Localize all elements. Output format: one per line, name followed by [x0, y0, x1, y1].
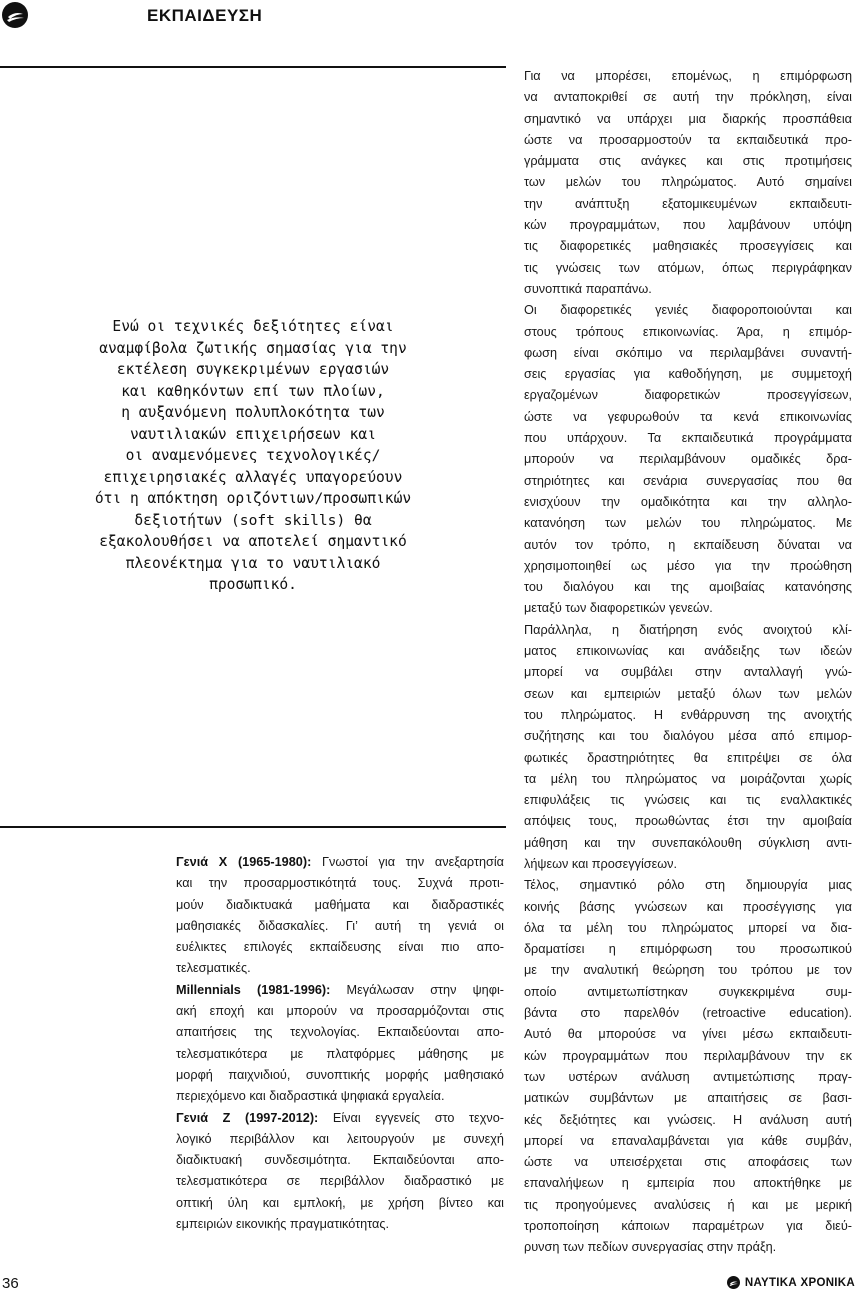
text-line: τις προηγούμενες αναλύσεις ή και με μερική	[524, 1197, 852, 1212]
pullquote-bottom-rule	[0, 826, 506, 828]
text-line: περιεχόμενο και διαδραστικά ψηφιακά εργαλεία.	[176, 1089, 445, 1104]
text-line: διαδικτυακή συνδεσιμότητα. Εκπαιδεύονται απο-	[176, 1153, 504, 1168]
article-body-column	[524, 66, 852, 1259]
text-line: να ανταποκριθεί σε αυτή την πρόκληση, είναι	[524, 90, 852, 105]
text-line: Παράλληλα, η διατήρηση ενός ανοιχτού κλί-	[524, 622, 852, 637]
pullquote-line: ναυτιλιακών επιχειρήσεων και	[129, 425, 376, 443]
text-line: λήψεων και προσεγγίσεων.	[524, 856, 678, 871]
text-line: ρυνση των πεδίων συνεργασίας στην πράξη.	[524, 1240, 777, 1255]
text-line: σεων και εμπειριών μεταξύ όλων των μελών	[524, 686, 852, 701]
text-line: κοινής βάσης γνώσεων και προσέγγισης για	[524, 899, 852, 914]
text-line: χρησιμοποιηθεί ως μέσο για την προώθηση	[524, 558, 852, 573]
text-line: μαθησιακές διδασκαλίες. Γι’ αυτή τη γενιά οι	[176, 918, 504, 933]
text-line: φωση είναι σκόπιμο να περιλαμβάνει συναντή-	[524, 345, 852, 360]
pullquote-line: η αυξανόμενη πολυπλοκότητα των	[121, 404, 385, 421]
genz-label: Γενιά Ζ (1997-2012):	[176, 1110, 319, 1125]
text-line: απόψεις τους, προωθώντας έτσι την αμοιβαία	[524, 814, 852, 829]
text-line: που υπάρχουν. Τα εκπαιδευτικά προγράμματα	[524, 431, 852, 446]
text-line: μάθηση και την συνεπακόλουθη σύγκλιση αντι-	[524, 835, 852, 850]
pullquote-line: προσωπικό.	[209, 576, 297, 593]
text-line: ενισχύουν την ομαδικότητα και την αλληλο-	[524, 494, 852, 509]
pullquote-line: οι αναμενόμενες τεχνολογικές/	[125, 447, 381, 464]
text-line: ώστε να γεφυρωθούν τα κενά επικοινωνίας	[524, 409, 852, 424]
pullquote	[0, 316, 506, 596]
text-line: με την αναλυτική θεώρηση του τρόπου με τον	[524, 963, 852, 978]
text-line: γράμματα στις ανάγκες και στις προτιμήσεις	[524, 154, 852, 169]
text-line: κές δεξιότητες και γνώσεις. Η ανάλυση αυτή	[524, 1112, 852, 1127]
text-line: κών προγραμμάτων, που λαμβάνουν υπόψη	[524, 218, 852, 233]
text-line: τροποποίηση κάποιων παραμέτρων για διεύ-	[524, 1219, 852, 1234]
text-line: ματος επικοινωνίας και ανάδειξης των ιδεών	[524, 644, 852, 659]
paragraph-genx-first-line: Γενιά Χ (1965-1980): Γνωστοί για την ανεξαρτησία	[176, 855, 504, 869]
text-line: του πληρώματος. Η ενθάρρυνση της ανοιχτής	[524, 707, 852, 722]
pullquote-line: ότι η απόκτηση οριζόντιων/προσωπικών	[94, 490, 412, 507]
paragraph-millennials	[176, 1001, 504, 1107]
pullquote-top-rule	[0, 66, 506, 68]
text-line: δραματίσει η επιμόρφωση του προσωπικού	[524, 942, 852, 957]
text-line: στηριότητες και σενάρια συνεργασίας που θα	[524, 473, 852, 488]
text-line: ευέλικτες επιλογές εκπαίδευσης είναι πιο απο-	[176, 940, 504, 955]
footer-brand	[727, 1276, 855, 1289]
pullquote-line: Ενώ οι τεχνικές δεξιότητες είναι	[112, 318, 394, 335]
text-line: όλα τα μέλη του πληρώματος μπορεί να δια-	[524, 920, 852, 935]
text-line: των υστέρων ανάλυση αντιμετώπισης πραγ-	[524, 1069, 852, 1084]
text-line: οπτική ύλη και εμπλοκή, με χρήση βίντεο και	[176, 1195, 504, 1210]
text-line: κατανόηση των μελών του πληρώματος. Με	[524, 516, 852, 531]
text-line: τις γνώσεις των ατόμων, όπως περιγράφηκαν	[524, 260, 852, 275]
text-line: Οι διαφορετικές γενιές διαφοροποιούνται και	[524, 303, 852, 318]
paragraph-millennials-first-line: Millennials (1981-1996): Μεγάλωσαν στην ψηφι-	[176, 982, 504, 997]
text-line: ώστε να υπεισέρχεται στις αποφάσεις των	[524, 1155, 852, 1170]
ship-emblem-icon	[727, 1276, 740, 1289]
text-line: ακή εποχή και μπορούν να προσαρμόζονται στις	[176, 1004, 504, 1019]
text-line: τελεσματικότερα σε περιβάλλον διαδραστικό με	[176, 1174, 504, 1189]
text-line: Αυτό θα μπορούσε να γίνει μέσω εκπαιδευτι-	[524, 1027, 852, 1042]
text-line: επιφυλάξεις τις γνώσεις και τις εναλλακτικές	[524, 793, 852, 808]
text-line: ματικών συμβάντων με απαιτήσεις σε βασι-	[524, 1091, 852, 1106]
pullquote-line: εξακολουθήσει να αποτελεί σημαντικό	[99, 533, 407, 550]
text-line: μπορεί να επαναλαμβάνεται για κάθε συμβάν,	[524, 1133, 852, 1148]
pullquote-line: αναμφίβολα ζωτικής σημασίας για την	[99, 339, 407, 357]
text-line: οποίο αντιμετωπίστηκαν συγκεκριμένα συμ-	[524, 984, 852, 999]
text-line: μπορεί να συμβάλει στην ανταλλαγή γνώ-	[524, 665, 852, 680]
text-line: βάντα στο παρελθόν (retroactive education).	[524, 1006, 852, 1021]
text-line: των μελών του πληρώματος. Αυτό σημαίνει	[524, 175, 852, 190]
text-line: του διαλόγου και της αμοιβαίας κατανόησης	[524, 580, 852, 595]
ship-emblem-icon	[2, 2, 28, 28]
text-line: συνοπτικά παραπάνω.	[524, 281, 652, 296]
text-line: Για να μπορέσει, επομένως, η επιμόρφωση	[524, 69, 852, 83]
text-line: εμπειριών εικονικής πραγματικότητας.	[176, 1217, 389, 1232]
text-line: σημαντικό να υπάρχει μια διαρκής προσπάθεια	[524, 111, 852, 126]
text-line: αυτόν τον τρόπο, η εκπαίδευση δύναται να	[524, 537, 852, 552]
text-line: συζήτησης και του διαλόγου μέσα από επιμορ-	[524, 729, 852, 744]
genx-label: Γενιά Χ (1965-1980):	[176, 855, 312, 869]
pullquote-line: πλεονέκτημα για το ναυτιλιακό	[125, 554, 381, 572]
text-line: φωτικές δραστηριότητες θα επιτρέψει σε όλα	[524, 750, 852, 765]
text-line: σεις εργασίας για καθοδήγηση, με συμμετοχή	[524, 367, 852, 382]
text-line: τις διαφορετικές μαθησιακές προσεγγίσεις και	[524, 239, 852, 254]
text-line: μορφή παιχνιδιού, συνοπτικής μορφής μαθησιακό	[176, 1067, 504, 1082]
brand-name: ΝΑΥΤΙΚΑ ΧΡΟΝΙΚΑ	[744, 1276, 855, 1289]
text-line: τα μέλη του πληρώματος να μοιράζονται χωρίς	[524, 771, 852, 786]
millennials-label: Millennials (1981-1996):	[176, 982, 331, 997]
text-line: επαναλήψεων η εμπειρία που αποκτήθηκε με	[524, 1176, 852, 1191]
pullquote-line: δεξιοτήτων (soft skills) θα	[134, 511, 372, 529]
paragraph-genx	[176, 873, 504, 979]
page-number: 36	[2, 1275, 19, 1292]
text-line: μπορούν να περιλαμβάνουν ομαδικές δρα-	[524, 452, 852, 467]
paragraph-genz	[176, 1129, 504, 1235]
section-title: ΕΚΠΑΙΔΕΥΣΗ	[147, 6, 263, 25]
pullquote-line: επιχειρησιακές αλλαγές υπαγορεύουν	[103, 468, 403, 486]
text-line: μεταξύ των διαφορετικών γενεών.	[524, 601, 713, 616]
text-line: εργαζομένων διαφορετικών προσεγγίσεων,	[524, 388, 852, 403]
generations-column	[176, 852, 504, 1235]
text-line: τελεσματικές.	[176, 961, 251, 976]
text-line: στους τρόπους επικοινωνίας. Άρα, η επιμόρ-	[524, 324, 852, 339]
text-line: κών προγραμμάτων που περιλαμβάνουν την εκ	[524, 1048, 852, 1063]
paragraph-genz-first-line: Γενιά Ζ (1997-2012): Είναι εγγενείς στο τεχνο-	[176, 1110, 504, 1125]
text-line: ώστε να προσαρμοστούν τα εκπαιδευτικά προ-	[524, 132, 852, 147]
text-line: τελεσματικότερα με πλατφόρμες μάθησης με	[176, 1046, 504, 1061]
text-line: λογικό περιβάλλον και λειτουργούν με συνεχή	[176, 1131, 504, 1146]
text-line: απαιτήσεις της τεχνολογίας. Εκπαιδεύονται απο-	[176, 1025, 504, 1040]
text-line: μούν διαδικτυακά μαθήματα και διαδραστικές	[176, 897, 504, 912]
text-line: Τέλος, σημαντικό ρόλο στη δημιουργία μιας	[524, 878, 852, 893]
pullquote-line: εκτέλεση συγκεκριμένων εργασιών	[116, 361, 390, 378]
text-line: και την προσαρμοστικότητά τους. Συχνά προτι-	[176, 876, 504, 891]
text-line: την ανάπτυξη εξατομικευμένων εκπαιδευτι-	[524, 196, 852, 211]
pullquote-line: και καθηκόντων επί των πλοίων,	[121, 382, 385, 400]
